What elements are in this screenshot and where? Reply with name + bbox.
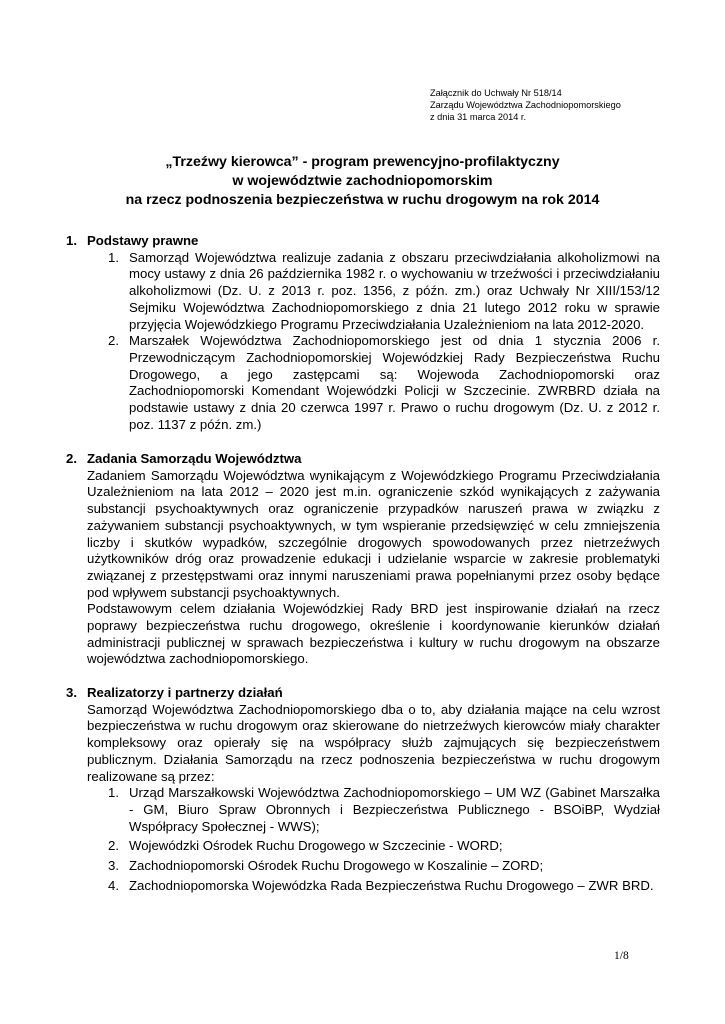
paragraph: Samorząd Województwa Zachodniopomorskiego dba o to, aby działania mające na celu wzrost bezpieczeństwa w ruchu drogowym oraz skierowane do nietrzeźwych kierowców miały charakter kompleksowy oraz opierały się na współpracy służb zajmujących się bezpieczeństwem publicznym. Działania Samorządu na rzecz podnoszenia bezpieczeństwa w ruchu drogowym realizowane są przez:: [87, 701, 660, 784]
item-text: Zachodniopomorski Ośrodek Ruchu Drogowego w Koszalinie – ZORD;: [129, 858, 544, 874]
annex-line: Załącznik do Uchwały Nr 518/14: [430, 88, 562, 98]
title-line: w województwie zachodniopomorskim: [232, 173, 493, 189]
section-body: [87, 468, 660, 668]
item-number: 3.: [108, 858, 119, 874]
item-number: 4.: [108, 877, 119, 893]
section-title: Podstawy prawne: [87, 233, 199, 248]
section-number: 3.: [66, 685, 77, 700]
list-item: [108, 878, 660, 895]
annex-line: Zarządu Województwa Zachodniopomorskiego: [430, 100, 621, 110]
item-text: Samorząd Województwa realizuje zadania z obszaru przeciwdziałania alkoholizmowi na mocy ustawy z dnia 26 października 1982 r. o wychowaniu w trzeźwości i przeciwdziałaniu alkoholizmowi (Dz. U. z 2013 r. poz. 1356, z późn. zm.) oraz Uchwały Nr XIII/153/12 Sejmiku Województwa Zachodniopomorskiego z dnia 21 lutego 2012 roku w sprawie przyjęcia Wojewódzkiego Programu Przeciwdziałania Uzależnieniom na lata 2012-2020.: [129, 249, 660, 332]
list-item: [108, 250, 660, 334]
annex-note: [430, 87, 710, 123]
item-text: Wojewódzki Ośrodek Ruchu Drogowego w Szczecinie - WORD;: [129, 838, 503, 854]
paragraph: Podstawowym celem działania Wojewódzkiej Rady BRD jest inspirowanie działań na rzecz poprawy bezpieczeństwa ruchu drogowego, określenie i koordynowanie kierunków działań administracji publicznej w sprawach bezpieczeństwa i kultury w ruchu drogowym na obszarze województwa zachodniopomorskiego.: [87, 601, 660, 667]
section-partners: [66, 685, 660, 897]
item-text: Urząd Marszałkowski Województwa Zachodniopomorskiego – UM WZ (Gabinet Marszałka - GM, Biuro Spraw Obronnych i Bezpieczeństwa Publicznego - BSOiBP, Wydział Współpracy Społecznej - WWS);: [129, 785, 660, 834]
section-title: Zadania Samorządu Województwa: [87, 451, 302, 466]
partners-list: [108, 785, 660, 894]
section-heading: [66, 451, 660, 468]
section-heading: [66, 233, 660, 250]
item-number: 1.: [108, 785, 119, 801]
item-number: 2.: [108, 333, 119, 349]
section-body: [87, 702, 660, 786]
legal-basis-list: [108, 250, 660, 434]
item-text: Zachodniopomorska Wojewódzka Rada Bezpieczeństwa Ruchu Drogowego – ZWR BRD.: [129, 877, 654, 893]
section-legal-basis: [66, 233, 660, 433]
page-number: 1/8: [614, 950, 629, 962]
section-number: 2.: [66, 451, 77, 466]
item-text: Marszałek Województwa Zachodniopomorskiego jest od dnia 1 stycznia 2006 r. Przewodniczącym Zachodniopomorskiej Wojewódzkiej Rady Bezpieczeństwa Ruchu Drogowego, a jego zastępcami są: Wojewoda Zachodniopomorski oraz Zachodniopomorski Komendant Wojewódzki Policji w Szczecinie. ZWRBRD działa na podstawie ustawy z dnia 20 czerwca 1997 r. Prawo o ruchu drogowym (Dz. U. z 2012 r. poz. 1137 z późn. zm.): [129, 333, 660, 432]
title-line: „Trzeźwy kierowca” - program prewencyjno-profilaktyczny: [165, 154, 560, 170]
item-number: 1.: [108, 249, 119, 265]
document-title: [60, 153, 665, 210]
list-item: [108, 785, 660, 835]
paragraph: Zadaniem Samorządu Województwa wynikającym z Wojewódzkiego Programu Przeciwdziałania Uzależnieniom na lata 2012 – 2020 jest m.in. ograniczenie szkód wynikających z zażywania substancji psychoaktywnych oraz ograniczenie przypadków naruszeń prawa w związku z zażywaniem substancji psychoaktywnych, w tym wspieranie przedsięwzięć w celu zmniejszenia liczby i skutków wypadków, szczególnie drogowych spowodowanych przez nietrzeźwych użytkowników dróg oraz prowadzenie edukacji i udzielanie wsparcie w zakresie problematyki związanej z przestępstwami oraz innymi naruszeniami prawa popełnianymi przez osoby będące pod wpływem substancji psychoaktywnych.: [87, 467, 660, 600]
annex-line: z dnia 31 marca 2014 r.: [430, 112, 527, 122]
section-number: 1.: [66, 233, 77, 248]
list-item: [108, 333, 660, 433]
item-number: 2.: [108, 838, 119, 854]
title-line: na rzecz podnoszenia bezpieczeństwa w ruchu drogowym na rok 2014: [125, 192, 600, 208]
section-tasks: [66, 451, 660, 668]
section-heading: [66, 685, 660, 702]
list-item: [108, 858, 660, 875]
section-title: Realizatorzy i partnerzy działań: [87, 685, 283, 700]
list-item: [108, 838, 660, 855]
